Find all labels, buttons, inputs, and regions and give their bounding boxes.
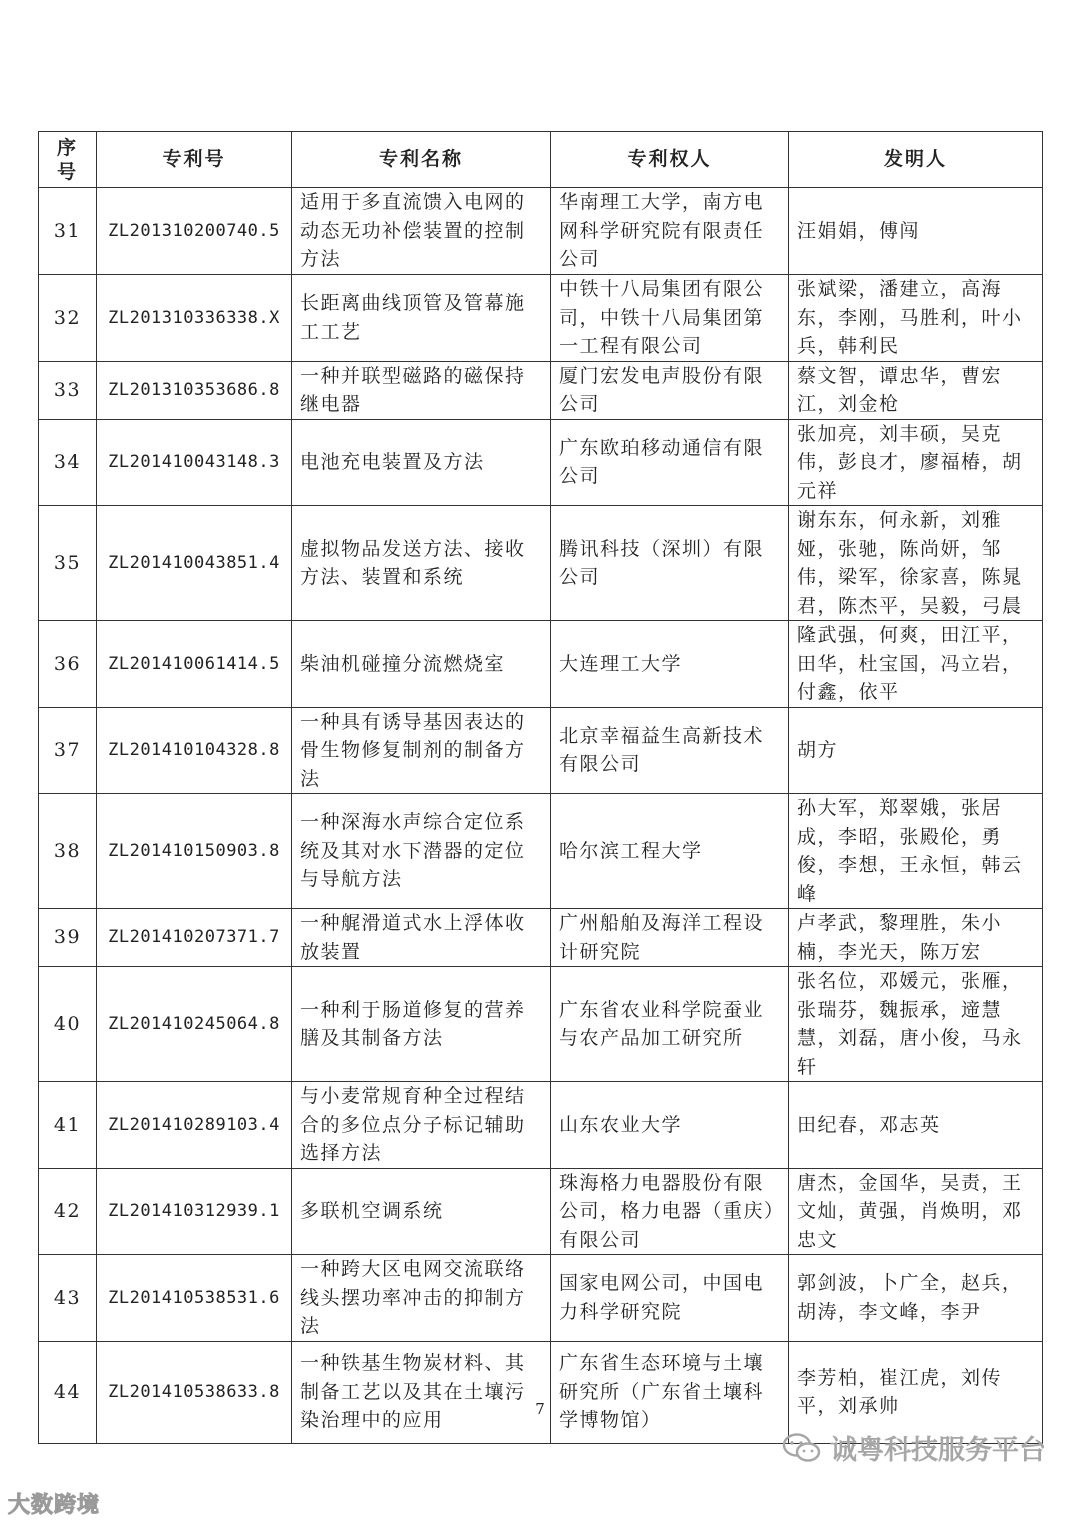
row-inventors: 张斌梁，潘建立，高海东，李刚，马胜利，叶小兵，韩利民	[789, 275, 1043, 362]
row-inventors: 隆武强，何爽，田江平，田华，杜宝国，冯立岩，付鑫，依平	[789, 621, 1043, 708]
table-row	[39, 1082, 1043, 1169]
watermark-right	[782, 1428, 1046, 1467]
row-title: 电池充电装置及方法	[292, 419, 551, 506]
row-title: 长距离曲线顶管及管幕施工工艺	[292, 275, 551, 362]
table-row	[39, 707, 1043, 794]
row-holder: 广东欧珀移动通信有限公司	[551, 419, 789, 506]
patent-table	[38, 131, 1043, 1444]
table-row	[39, 967, 1043, 1082]
row-holder: 大连理工大学	[551, 621, 789, 708]
row-patent-no: ZL201410150903.8	[97, 794, 292, 909]
row-patent-no: ZL201410104328.8	[97, 707, 292, 794]
table-header-row	[39, 132, 1043, 188]
row-inventors: 胡方	[789, 707, 1043, 794]
row-inventors: 孙大军，郑翠娥，张居成，李昭，张殿伦，勇俊，李想，王永恒，韩云峰	[789, 794, 1043, 909]
row-title: 虚拟物品发送方法、接收方法、装置和系统	[292, 506, 551, 621]
table-row	[39, 361, 1043, 419]
header-patent-no: 专利号	[97, 132, 292, 188]
row-no: 42	[39, 1168, 97, 1255]
row-holder: 北京幸福益生高新技术有限公司	[551, 707, 789, 794]
table-row	[39, 621, 1043, 708]
row-no: 41	[39, 1082, 97, 1169]
table-row	[39, 1255, 1043, 1342]
row-no: 34	[39, 419, 97, 506]
table-row	[39, 1168, 1043, 1255]
table-row	[39, 188, 1043, 275]
table-row	[39, 909, 1043, 967]
row-patent-no: ZL201410538531.6	[97, 1255, 292, 1342]
row-inventors: 李芳柏，崔江虎，刘传平，刘承帅	[789, 1341, 1043, 1443]
row-patent-no: ZL201410061414.5	[97, 621, 292, 708]
row-no: 36	[39, 621, 97, 708]
row-inventors: 汪娟娟，傅闯	[789, 188, 1043, 275]
header-no: 序号	[39, 132, 97, 188]
row-holder: 珠海格力电器股份有限公司，格力电器（重庆）有限公司	[551, 1168, 789, 1255]
table-row	[39, 794, 1043, 909]
row-no: 43	[39, 1255, 97, 1342]
row-holder: 国家电网公司，中国电力科学研究院	[551, 1255, 789, 1342]
row-patent-no: ZL201310353686.8	[97, 361, 292, 419]
row-title: 与小麦常规育种全过程结合的多位点分子标记辅助选择方法	[292, 1082, 551, 1169]
page-number: 7	[535, 1400, 545, 1418]
row-inventors: 蔡文智，谭忠华，曹宏江，刘金枪	[789, 361, 1043, 419]
row-title: 柴油机碰撞分流燃烧室	[292, 621, 551, 708]
row-holder: 中铁十八局集团有限公司，中铁十八局集团第一工程有限公司	[551, 275, 789, 362]
row-patent-no: ZL201410538633.8	[97, 1341, 292, 1443]
row-inventors: 郭剑波，卜广全，赵兵，胡涛，李文峰，李尹	[789, 1255, 1043, 1342]
row-holder: 广东省农业科学院蚕业与农产品加工研究所	[551, 967, 789, 1082]
row-patent-no: ZL201410289103.4	[97, 1082, 292, 1169]
row-title: 一种跨大区电网交流联络线头摆功率冲击的抑制方法	[292, 1255, 551, 1342]
table-row	[39, 275, 1043, 362]
row-holder: 山东农业大学	[551, 1082, 789, 1169]
row-no: 35	[39, 506, 97, 621]
row-no: 40	[39, 967, 97, 1082]
row-title: 多联机空调系统	[292, 1168, 551, 1255]
row-no: 39	[39, 909, 97, 967]
header-holder: 专利权人	[551, 132, 789, 188]
row-holder: 哈尔滨工程大学	[551, 794, 789, 909]
row-holder: 广州船舶及海洋工程设计研究院	[551, 909, 789, 967]
wechat-icon	[782, 1432, 822, 1464]
row-patent-no: ZL201410207371.7	[97, 909, 292, 967]
table-row	[39, 419, 1043, 506]
row-patent-no: ZL201310200740.5	[97, 188, 292, 275]
row-patent-no: ZL201310336338.X	[97, 275, 292, 362]
row-title: 一种并联型磁路的磁保持继电器	[292, 361, 551, 419]
header-inventors: 发明人	[789, 132, 1043, 188]
row-title: 适用于多直流馈入电网的动态无功补偿装置的控制方法	[292, 188, 551, 275]
row-no: 44	[39, 1341, 97, 1443]
row-title: 一种艉滑道式水上浮体收放装置	[292, 909, 551, 967]
row-inventors: 张名位，邓媛元，张雁，张瑞芬，魏振承，遆慧慧，刘磊，唐小俊，马永轩	[789, 967, 1043, 1082]
row-title: 一种铁基生物炭材料、其制备工艺以及其在土壤污染治理中的应用	[292, 1341, 551, 1443]
row-inventors: 田纪春，邓志英	[789, 1082, 1043, 1169]
row-patent-no: ZL201410043148.3	[97, 419, 292, 506]
row-holder: 华南理工大学，南方电网科学研究院有限责任公司	[551, 188, 789, 275]
row-inventors: 卢孝武，黎理胜，朱小楠，李光天，陈万宏	[789, 909, 1043, 967]
row-inventors: 唐杰，金国华，吴责，王文灿，黄强，肖焕明，邓忠文	[789, 1168, 1043, 1255]
watermark-right-text: 诚粤科技服务平台	[830, 1435, 1046, 1466]
row-no: 37	[39, 707, 97, 794]
row-title: 一种利于肠道修复的营养膳及其制备方法	[292, 967, 551, 1082]
row-patent-no: ZL201410312939.1	[97, 1168, 292, 1255]
row-no: 38	[39, 794, 97, 909]
row-title: 一种具有诱导基因表达的骨生物修复制剂的制备方法	[292, 707, 551, 794]
row-no: 32	[39, 275, 97, 362]
row-title: 一种深海水声综合定位系统及其对水下潜器的定位与导航方法	[292, 794, 551, 909]
row-inventors: 谢东东，何永新，刘雅娅，张驰，陈尚妍，邹伟，梁军，徐家喜，陈晁君，陈杰平，吴毅，弓晨	[789, 506, 1043, 621]
watermark-left: 大数跨境	[8, 1493, 101, 1518]
row-no: 33	[39, 361, 97, 419]
row-inventors: 张加亮，刘丰硕，吴克伟，彭良才，廖福椿，胡元祥	[789, 419, 1043, 506]
row-holder: 广东省生态环境与土壤研究所（广东省土壤科学博物馆）	[551, 1341, 789, 1443]
header-title: 专利名称	[292, 132, 551, 188]
row-holder: 腾讯科技（深圳）有限公司	[551, 506, 789, 621]
row-patent-no: ZL201410245064.8	[97, 967, 292, 1082]
row-no: 31	[39, 188, 97, 275]
row-holder: 厦门宏发电声股份有限公司	[551, 361, 789, 419]
table-row	[39, 506, 1043, 621]
row-patent-no: ZL201410043851.4	[97, 506, 292, 621]
